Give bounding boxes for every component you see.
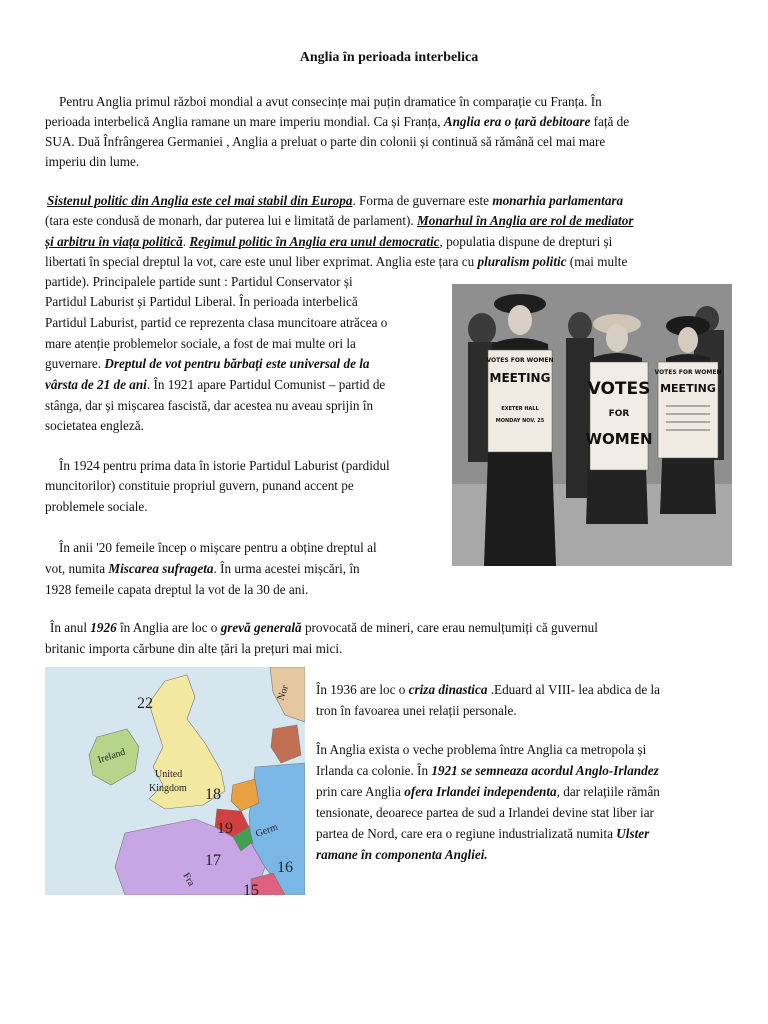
p1-line4: imperiu din lume. — [45, 154, 140, 169]
bystander-head — [568, 312, 592, 340]
p3-line1: În 1924 pentru prima data în istorie Partidul Laburist (pardidul — [59, 458, 390, 473]
p7-emphasis: ofera Irlandei independenta — [404, 784, 557, 799]
p7-line3 — [316, 782, 660, 803]
sign-left — [488, 350, 552, 452]
p1-line1: Pentru Anglia primul război mondial a avut consecințe mai puțin dramatice în comparație cu Franța. În — [59, 94, 602, 109]
p3-line3: problemele sociale. — [45, 499, 148, 514]
p2-text: . În 1921 apare Partidul Comunist – partid de — [146, 377, 386, 392]
p2-line12: societatea engleză. — [45, 418, 144, 433]
suffragette-photo — [452, 284, 732, 566]
p1-line2 — [45, 112, 629, 133]
p5-text: În anul — [50, 620, 91, 635]
woman-face — [678, 327, 698, 353]
p6-line2: tron în favoarea unei relații personale. — [316, 703, 517, 718]
p2-text: . — [182, 234, 190, 249]
map-label: United — [155, 769, 183, 780]
page-title: Anglia în perioada interbelica — [299, 50, 479, 65]
p2-text: libertati în special dreptul la vot, care este unul liber exprimat. Anglia este țara cu — [45, 254, 478, 269]
p2-line6: Partidul Laburist și Partidul Liberal. În perioada interbelică — [45, 294, 358, 309]
p7-text: , dar relațiile rămân — [556, 784, 660, 799]
p2-line4 — [45, 252, 627, 273]
suffragette-photo-drawing — [452, 284, 732, 566]
p2-emphasis: Monarhul în Anglia are rol de mediator — [417, 213, 634, 228]
map-number: 19 — [217, 820, 233, 837]
map-number: 16 — [277, 859, 293, 876]
sign-middle-line1: VOTES — [587, 379, 651, 399]
p7-line6 — [316, 845, 488, 866]
p5-text: în Anglia are loc o — [116, 620, 221, 635]
p2-emphasis: și arbitru în viața politică — [45, 234, 183, 249]
woman-face — [508, 305, 532, 335]
europe-map-drawing — [45, 667, 305, 895]
p6-line1 — [316, 680, 660, 701]
sign-middle-line2: FOR — [608, 409, 630, 419]
p2-text: (tara este condusă de monarh, dar puterea lui e limitată de parlament). — [45, 213, 418, 228]
p5-emphasis: 1926 — [90, 620, 117, 635]
p3-line2: muncitorilor) constituie propriul guvern, punand accent pe — [45, 478, 354, 493]
p6-text: În 1936 are loc o — [316, 682, 409, 697]
p4-emphasis: Miscarea sufrageta — [108, 561, 214, 576]
sign-left-line4: MONDAY NOV. 25 — [495, 418, 545, 424]
map-label: Fra — [180, 871, 197, 889]
p2-line9 — [45, 354, 370, 375]
p1-text: față de — [590, 114, 630, 129]
p7-text: prin care Anglia — [316, 784, 405, 799]
bystander-head — [468, 313, 496, 345]
map-number: 15 — [243, 882, 259, 895]
sign-left-line3: EXETER HALL — [501, 406, 539, 412]
p4-text: vot, numita — [45, 561, 109, 576]
map-number: 18 — [205, 786, 221, 803]
p2-emphasis: vârsta de 21 de ani — [45, 377, 147, 392]
sign-middle-line3: WOMEN — [585, 430, 653, 448]
p1-emphasis: Anglia era o țară debitoare — [443, 114, 591, 129]
p2-line5: partide). Principalele partide sunt : Partidul Conservator și — [45, 274, 353, 289]
p2-emphasis: monarhia parlamentara — [492, 193, 624, 208]
p7-line4: tensionate, deoarece partea de sud a Irlandei devine stat liber iar — [316, 805, 654, 820]
p2-emphasis: Regimul politic în Anglia era unul democratic — [189, 234, 440, 249]
p6-emphasis: criza dinastica — [408, 682, 488, 697]
p2-line11: stânga, dar și mișcarea fascistă, dar acestea nu aveau sprijin în — [45, 398, 374, 413]
p7-emphasis: 1921 se semneaza acordul Anglo-Irlandez — [431, 763, 659, 778]
p2-text: (mai multe — [566, 254, 628, 269]
p7-line1: În Anglia exista o veche problema între Anglia ca metropola și — [316, 742, 647, 757]
p2-line10 — [45, 375, 385, 396]
p7-text: partea de Nord, care era o regiune industrializată numita — [316, 826, 617, 841]
sign-right — [658, 362, 718, 458]
p2-emphasis: Sistenul politic din Anglia este cel mai stabil din Europa — [47, 193, 353, 208]
p1-text: perioada interbelică Anglia ramane un mare imperiu mondial. Ca și Franța, — [45, 114, 444, 129]
sign-left-line1: VOTES FOR WOMEN — [486, 357, 554, 364]
p1-line3: SUA. Duă Înfrângerea Germaniei , Anglia a preluat o parte din colonii și continuă să rămână cel mai mare — [45, 134, 606, 149]
p4-line1: În anii '20 femeile încep o mișcare pentru a obține dreptul al — [59, 540, 377, 555]
p7-text: Irlanda ca colonie. În — [316, 763, 432, 778]
map-label: Germ — [254, 821, 280, 840]
p2-text: , populatia dispune de drepturi și — [439, 234, 613, 249]
p2-line1 — [47, 191, 623, 212]
map-label: Ireland — [96, 746, 127, 766]
map-number: 17 — [205, 852, 221, 869]
sign-right-line1: VOTES FOR WOMEN — [654, 369, 722, 376]
sign-right-line2: MEETING — [660, 382, 716, 395]
p2-text: . Forma de guvernare este — [352, 193, 493, 208]
p5-line1 — [50, 618, 598, 639]
p5-emphasis: grevă generală — [220, 620, 302, 635]
p2-text: guvernare. — [45, 356, 105, 371]
map-label: Nor — [275, 683, 292, 703]
p5-text: provocată de mineri, care erau nemulțumiți că guvernul — [301, 620, 598, 635]
p2-line3 — [45, 232, 612, 253]
europe-map — [45, 667, 305, 895]
p7-line5 — [316, 824, 649, 845]
p2-emphasis: pluralism politic — [477, 254, 567, 269]
p2-emphasis: Dreptul de vot pentru bărbați este universal de la — [104, 356, 370, 371]
p5-line2: britanic importa cărbune din alte țări la prețuri mai mici. — [45, 641, 343, 656]
p2-line8: mare atenție problemelor sociale, a fost de mai multe ori la — [45, 336, 356, 351]
map-label: Kingdom — [149, 783, 187, 794]
p7-line2 — [316, 761, 659, 782]
map-number: 22 — [137, 695, 153, 712]
sign-left-line2: MEETING — [489, 371, 551, 385]
woman-face — [606, 324, 628, 352]
p2-line7: Partidul Laburist, partid ce reprezenta clasa muncitoare atrăcea o — [45, 315, 388, 330]
p4-text: . În urma acestei mișcări, în — [213, 561, 360, 576]
p4-line3: 1928 femeile capata dreptul la vot de la 30 de ani. — [45, 582, 309, 597]
p7-emphasis: ramane în componenta Angliei. — [316, 847, 488, 862]
p2-line2 — [45, 211, 633, 232]
p6-text: .Eduard al VIII- lea abdica de la — [487, 682, 660, 697]
p7-emphasis: Ulster — [616, 826, 650, 841]
p4-line2 — [45, 559, 360, 580]
